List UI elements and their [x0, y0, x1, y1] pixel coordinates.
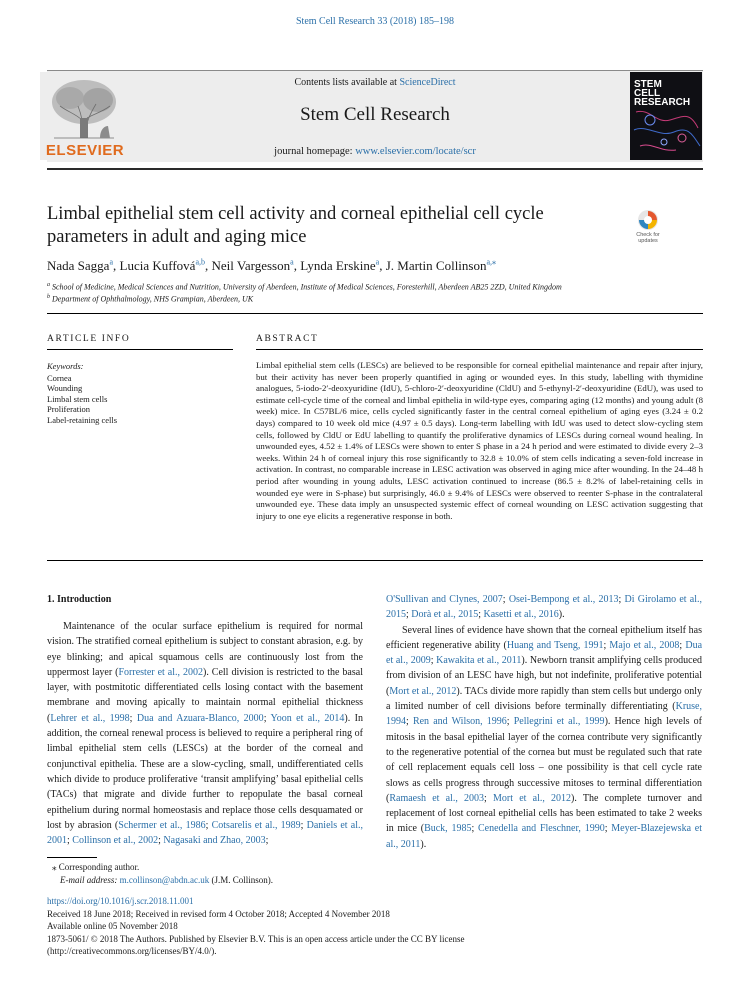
- citation-link[interactable]: Cenedella and Fleschner, 1990: [478, 823, 605, 835]
- abstract-text: Limbal epithelial stem cells (LESCs) are believed to be responsible for corneal epithelial maintenance and repair after injury, but their activity has never been properly quantified in aging or wounded eyes. In this study, labelling with thymidine analogues, 5-iodo-2′-deoxyuridine (IdU), 5-chloro-2′-deoxyuridine (CldU) and 5-ethynyl-2′-deoxyuridine (EdU), was used to estimate cell-cycle time of the corneal and limbal epithelia in wild-type eyes, comparing aging (12 months) and young adult (8 week) mice. In C57BL/6 mice, cells cycled significantly faster in the central corneal epithelium of aging eyes (3.24 ± 0.2 days) compared to 10 week old mice (4.97 ± 0.5 days). Long-term labelling with IdU was used to detect slow-cycling stem cells, followed by CldU or EdU labelling to quantify the proliferative dynamics of LESCs during corneal wound healing. In unwounded eyes, 4.52 ± 1.4% of LESCs were shown to enter S phase in a 24 h period and were estimated to divide every 2–3 weeks. Within 24 h of corneal injury this rose significantly to 32.8 ± 10.0% of stem cells indicating a seven-fold increase in activation. In contrast, no comparable increase in LESC activation was observed in aging mice after wounding. In the 24–48 h period after wounding in young adults, LESC activation continued to increase (86.5 ± 8.2% of label-retaining cells in wounded eye were in S-phase) but surprisingly, 46.0 ± 9.4% of LESCs were observed to reenter S-phase in the contralateral unwounded eye. These data imply an unsuspected systemic effect of corneal wounding on LESC activation suggesting that injury to one eye elicits a regenerative response in both.: [256, 360, 703, 521]
- citation-link[interactable]: Lehrer et al., 1998: [50, 712, 130, 724]
- license-text: 1873-5061/ © 2018 The Authors. Published by Elsevier B.V. This is an open access article under the CC BY license: [47, 934, 465, 944]
- abstract-bottom-rule: [47, 560, 703, 561]
- author-affiliation-mark[interactable]: a: [375, 258, 380, 267]
- citation-link[interactable]: Collinson et al., 2002: [72, 835, 159, 847]
- journal-citation[interactable]: Stem Cell Research 33 (2018) 185–198: [295, 16, 455, 27]
- article-info-heading: ARTICLE INFO: [47, 334, 131, 344]
- keyword: Label-retaining cells: [47, 414, 118, 425]
- body-text: ).: [420, 838, 427, 850]
- citation-link[interactable]: O'Sullivan and Clynes, 2007: [386, 594, 503, 605]
- publisher-wordmark[interactable]: ELSEVIER: [45, 142, 125, 159]
- citation-link[interactable]: Kawakita et al., 2011: [436, 655, 522, 667]
- license-url[interactable]: (http://creativecommons.org/licenses/BY/4.0/).: [47, 946, 217, 956]
- article-info-rule: [47, 349, 233, 350]
- body-text: ;: [471, 823, 478, 835]
- paragraph: [47, 619, 363, 848]
- affiliation-text: Department of Ophthalmology, NHS Grampian, Aberdeen, UK: [50, 294, 254, 304]
- citation-link[interactable]: Daniels et al., 2001: [47, 819, 364, 847]
- keyword-list: [47, 373, 117, 425]
- body-text: ). In addition, the corneal renewal process is believed to require a peripheral ring of limbal epithelial stem cells (LESCs) at the border of the corneal and conjunctival epithelia. These are a slow-cycling, small, undifferentiated cells which divide to produce proliferative ‘transit amplifying’ basal epithelial cells (TACs) that migrate and divide further to repopulate the basal corneal epithelium during normal homeostasis and replace those cells desquamated or lost by abrasion (: [47, 712, 363, 831]
- citation-link[interactable]: Ramaesh et al., 2003: [389, 792, 485, 804]
- body-text: Several lines of evidence have shown that the corneal epithelium itself has efficient regenerative ability (: [386, 624, 702, 651]
- citation-link[interactable]: Schermer et al., 1986: [118, 819, 206, 831]
- citation-link[interactable]: Mort et al., 2012: [493, 792, 572, 804]
- body-text: ;: [263, 712, 271, 724]
- author[interactable]: Lynda Erskine$^a$,: [300, 258, 386, 274]
- citation-link[interactable]: Dua and Azuara-Blanco, 2000: [136, 712, 264, 724]
- body-text: ). TACs divide more rapidly than stem cells but undergo only a limited number of cell divisions before terminally differentiating (: [386, 685, 702, 713]
- citation-link[interactable]: Cotsarelis et al., 1989: [211, 819, 301, 831]
- citation-link[interactable]: Dorà et al., 2015: [411, 609, 479, 621]
- masthead-rule: [47, 168, 703, 170]
- journal-cover-image[interactable]: [630, 72, 702, 160]
- author-affiliation-mark[interactable]: a,b: [195, 258, 206, 267]
- footnote-rule: [47, 857, 97, 858]
- body-text: ;: [406, 609, 412, 621]
- author-affiliation-mark[interactable]: a: [290, 258, 294, 267]
- citation-link[interactable]: Kruse, 1994: [386, 701, 702, 728]
- author-name: Neil Vargesson: [211, 258, 291, 274]
- paragraph-continuation: [386, 592, 702, 623]
- body-text: ;: [406, 716, 413, 728]
- affiliation: [47, 282, 562, 292]
- author-name: Nada Sagga: [47, 258, 110, 274]
- body-text: ;: [502, 594, 509, 605]
- citation-link[interactable]: Nagasaki and Zhao, 2003: [163, 835, 266, 847]
- body-text: ;: [158, 835, 164, 847]
- cover-title: STEM CELL RESEARCH: [634, 79, 691, 108]
- body-text: ;: [604, 823, 612, 835]
- email-note: E-mail address: m.collinson@abdn.ac.uk (J.M. Collinson).: [60, 875, 273, 885]
- affiliation-mark: b: [47, 294, 50, 300]
- author-name: Lynda Erskine: [300, 258, 376, 274]
- citation-link[interactable]: Buck, 1985: [424, 823, 472, 835]
- citation-link[interactable]: Mort et al., 2012: [389, 685, 457, 697]
- author[interactable]: [386, 258, 496, 273]
- body-column-right: [386, 592, 702, 852]
- section-heading-introduction: 1. Introduction: [47, 594, 112, 605]
- journal-homepage-link[interactable]: www.elsevier.com/locate/scr: [355, 146, 476, 157]
- body-text: Maintenance of the ocular surface epithelium is required for normal vision. The stratified corneal epithelium is subject to constant abrasion, e.g. by eye blinking; and apical squamous cells are continuously lost from the uppermost layer (: [47, 621, 363, 678]
- body-text: ;: [679, 639, 686, 651]
- keyword: Proliferation: [47, 404, 90, 415]
- abstract-rule: [256, 349, 703, 350]
- body-text: ;: [603, 639, 610, 651]
- body-text: ).: [558, 609, 565, 621]
- citation-link[interactable]: Dua et al., 2009: [386, 639, 703, 667]
- corresponding-mark: ⁎: [52, 862, 57, 872]
- author-affiliation-mark[interactable]: a,⁎: [486, 258, 497, 267]
- keyword: Limbal stem cells: [47, 393, 108, 404]
- body-text: ;: [618, 594, 625, 605]
- body-text: ;: [430, 655, 437, 667]
- author[interactable]: Neil Vargesson$^a$,: [211, 258, 301, 274]
- body-text: ;: [67, 835, 73, 847]
- corresponding-author-note: ⁎ Corresponding author.: [52, 862, 140, 872]
- journal-title: Stem Cell Research: [300, 104, 450, 125]
- homepage-prefix: journal homepage:: [274, 146, 356, 157]
- body-text: ;: [129, 712, 137, 724]
- author-name: J. Martin Collinson: [385, 258, 487, 274]
- citation-link[interactable]: Meyer-Blazejewska et al., 2011: [386, 823, 702, 850]
- author-affiliation-mark[interactable]: a: [109, 258, 114, 267]
- sciencedirect-link[interactable]: ScienceDirect: [399, 77, 456, 88]
- author-name: Lucia Kuffová: [119, 258, 196, 274]
- affiliation: [47, 294, 253, 304]
- citation-link[interactable]: Yoon et al., 2014: [270, 712, 345, 724]
- body-text: ;: [506, 716, 514, 728]
- citation-link[interactable]: Di Girolamo et al., 2015: [386, 594, 703, 621]
- body-text: ). Cell division is restricted to the basal layer, with postmitotic differentiated cells losing contact with the basement membrane and moving apically to maintain normal epithelial thickness (: [47, 666, 363, 724]
- body-column-left: [47, 619, 363, 848]
- header-divider: [47, 313, 703, 314]
- email-label: E-mail address:: [60, 875, 120, 885]
- masthead-divider: [47, 70, 703, 71]
- keywords-label: Keywords:: [47, 361, 84, 371]
- citation-link[interactable]: Osei-Bempong et al., 2013: [508, 594, 619, 605]
- author-list: [47, 258, 707, 274]
- body-text: ;: [484, 792, 494, 804]
- affiliation-mark: a: [47, 282, 50, 288]
- citation-link[interactable]: Majo et al., 2008: [609, 639, 680, 651]
- body-text: ;: [478, 609, 484, 621]
- abstract-heading: ABSTRACT: [256, 334, 319, 344]
- citation-link[interactable]: Forrester et al., 2002: [118, 666, 203, 678]
- paragraph: [386, 623, 702, 852]
- body-text: ;: [300, 819, 307, 831]
- body-text: ). The complete turnover and replacement of lost corneal epithelial cells has been estimated to take 2 weeks in mice (: [386, 792, 702, 835]
- author[interactable]: Lucia Kuffová$^{a,b}$,: [119, 258, 212, 274]
- article-title: Limbal epithelial stem cell activity and corneal epithelial cell cycle parameters in adult and aging mice: [47, 204, 544, 247]
- body-text: ). Newborn transit amplifying cells produced from division of an LESC have high, but not indefinite, proliferative potential (: [386, 655, 703, 697]
- check-for-updates-label[interactable]: Check for updates: [636, 232, 660, 244]
- citation-link[interactable]: Pellegrini et al., 1999: [513, 716, 605, 728]
- body-text: ;: [265, 835, 269, 847]
- author[interactable]: Nada Sagga$^a$,: [47, 258, 120, 274]
- doi-link[interactable]: https://doi.org/10.1016/j.scr.2018.11.001: [47, 896, 194, 906]
- keyword: Cornea: [47, 373, 72, 383]
- body-text: ;: [205, 819, 212, 831]
- citation-link[interactable]: Kasetti et al., 2016: [483, 609, 559, 621]
- online-date: Available online 05 November 2018: [47, 921, 178, 931]
- keyword: Wounding: [47, 383, 83, 394]
- citation-link[interactable]: Huang and Tseng, 1991: [506, 639, 604, 651]
- contents-prefix: Contents lists available at: [294, 77, 400, 88]
- body-text: ). Hence high levels of mitosis in the basal epithelial layer of the cornea contribute very significantly to the regenerative potential of the cornea but must be regulated such that rate of cell replacement equals cell loss – one possibility is that cell cycle rate slows as cells progress through successive mitoses to terminal differentiation (: [386, 716, 703, 804]
- received-dates: Received 18 June 2018; Received in revised form 4 October 2018; Accepted 4 November 2018: [47, 909, 390, 919]
- citation-link[interactable]: Ren and Wilson, 1996: [412, 716, 507, 728]
- email-link[interactable]: m.collinson@abdn.ac.uk: [119, 875, 210, 885]
- affiliation-text: School of Medicine, Medical Sciences and Nutrition, University of Aberdeen, Institute of Medical Sciences, Foresterhill, Aberdeen AB25 2ZD, United Kingdom: [50, 282, 562, 292]
